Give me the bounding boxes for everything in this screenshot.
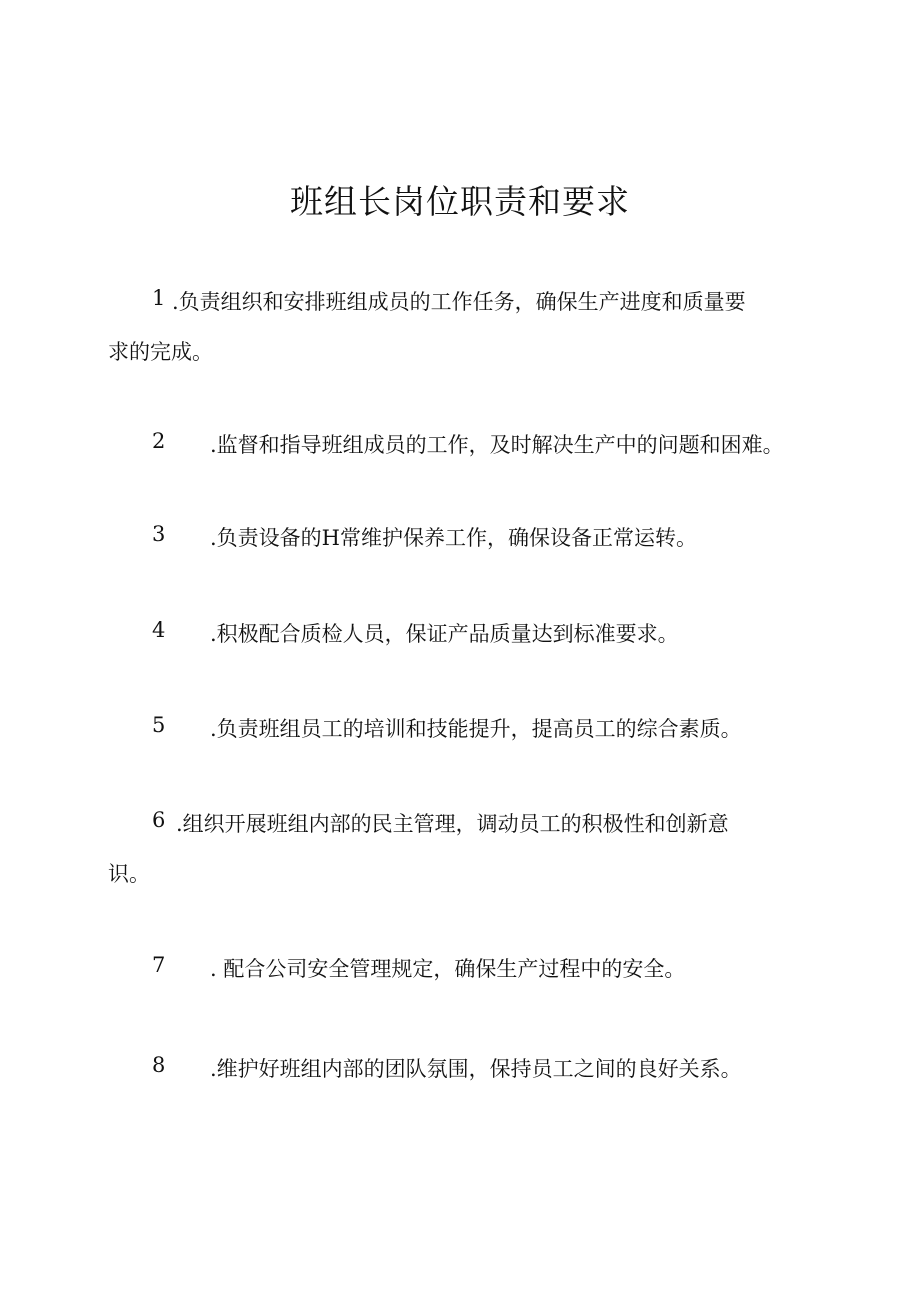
- item-text: .负责组织和安排班组成员的工作任务，确保生产进度和质量要: [172, 290, 746, 314]
- document-title: 班组长岗位职责和要求: [290, 182, 630, 221]
- item-text: .组织开展班组内部的民主管理，调动员工的积极性和创新意: [176, 812, 729, 836]
- item-number: 6: [152, 808, 166, 832]
- item-text-continuation: 求的完成。: [108, 340, 213, 364]
- item-text: .监督和指导班组成员的工作，及时解决生产中的问题和困难。: [210, 433, 784, 457]
- item-text: .维护好班组内部的团队氛围，保持员工之间的良好关系。: [210, 1057, 742, 1081]
- item-number: 7: [152, 953, 166, 977]
- item-number: 4: [152, 618, 166, 642]
- item-number: 2: [152, 429, 166, 453]
- item-text: .积极配合质检人员，保证产品质量达到标准要求。: [210, 622, 679, 646]
- item-text: . 配合公司安全管理规定，确保生产过程中的安全。: [210, 957, 686, 981]
- item-number: 1: [152, 286, 166, 310]
- item-number: 3: [152, 522, 166, 546]
- item-text: .负责班组员工的培训和技能提升，提高员工的综合素质。: [210, 717, 742, 741]
- item-text-continuation: 识。: [108, 862, 150, 886]
- item-number: 5: [152, 713, 166, 737]
- item-number: 8: [152, 1053, 166, 1077]
- item-text: .负责设备的H常维护保养工作，确保设备正常运转。: [210, 526, 697, 550]
